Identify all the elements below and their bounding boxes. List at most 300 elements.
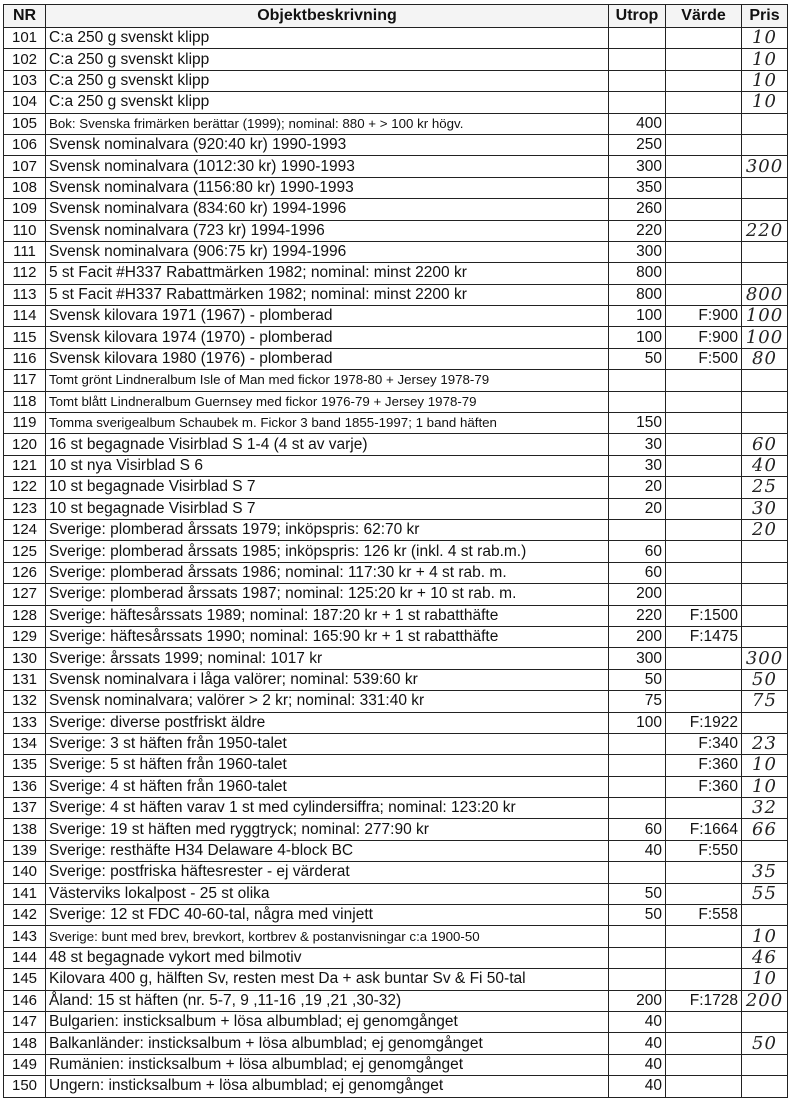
lot-pris: 10 (742, 755, 788, 776)
table-row (4, 28, 788, 49)
lot-utrop (609, 92, 666, 113)
table-row (4, 220, 788, 241)
lot-varde (666, 669, 742, 690)
lot-description: Sverige: 3 st häften från 1950-talet (46, 733, 609, 754)
lot-description: Sverige: plomberad årssats 1985; inköpspris: 126 kr (inkl. 4 st rab.m.) (46, 541, 609, 562)
table-row (4, 327, 788, 348)
lot-number: 148 (4, 1033, 46, 1054)
lot-number: 138 (4, 819, 46, 840)
lot-pris (742, 263, 788, 284)
lot-varde: F:1664 (666, 819, 742, 840)
table-row (4, 905, 788, 926)
lot-description: Västerviks lokalpost - 25 st olika (46, 883, 609, 904)
lot-utrop: 75 (609, 691, 666, 712)
lot-description: Bok: Svenska frimärken berättar (1999); nominal: 880 + > 100 kr högv. (46, 113, 609, 134)
lot-pris: 75 (742, 691, 788, 712)
lot-varde (666, 562, 742, 583)
lot-number: 129 (4, 626, 46, 647)
lot-description: Svensk kilovara 1980 (1976) - plomberad (46, 348, 609, 369)
lot-varde (666, 1076, 742, 1097)
lot-number: 118 (4, 391, 46, 412)
lot-number: 125 (4, 541, 46, 562)
lot-varde (666, 1011, 742, 1032)
table-row (4, 733, 788, 754)
lot-utrop: 20 (609, 498, 666, 519)
lot-utrop (609, 49, 666, 70)
lot-description: Bulgarien: insticksalbum + lösa albumblad; ej genomgånget (46, 1011, 609, 1032)
table-row (4, 263, 788, 284)
lot-pris: 800 (742, 284, 788, 305)
lot-utrop (609, 798, 666, 819)
lot-pris (742, 562, 788, 583)
lot-description: Svensk nominalvara (1156:80 kr) 1990-1993 (46, 177, 609, 198)
lot-number: 127 (4, 584, 46, 605)
lot-number: 113 (4, 284, 46, 305)
lot-pris: 40 (742, 455, 788, 476)
lot-varde (666, 798, 742, 819)
table-row (4, 648, 788, 669)
lot-pris: 50 (742, 669, 788, 690)
lot-varde (666, 584, 742, 605)
lot-pris: 10 (742, 776, 788, 797)
lot-number: 120 (4, 434, 46, 455)
header-pris: Pris (742, 5, 788, 28)
lot-pris: 10 (742, 70, 788, 91)
lot-varde (666, 113, 742, 134)
lot-pris: 25 (742, 477, 788, 498)
lot-varde (666, 691, 742, 712)
lot-pris: 32 (742, 798, 788, 819)
lot-utrop (609, 755, 666, 776)
lot-utrop: 200 (609, 626, 666, 647)
table-row (4, 70, 788, 91)
lot-varde (666, 28, 742, 49)
lot-pris: 100 (742, 306, 788, 327)
lot-pris (742, 134, 788, 155)
lot-description: Åland: 15 st häften (nr. 5-7, 9 ,11-16 ,19 ,21 ,30-32) (46, 990, 609, 1011)
table-row (4, 498, 788, 519)
lot-number: 140 (4, 862, 46, 883)
lot-pris (742, 1054, 788, 1075)
lot-varde (666, 413, 742, 434)
lot-number: 131 (4, 669, 46, 690)
lot-varde (666, 883, 742, 904)
lot-pris: 10 (742, 926, 788, 947)
table-body (4, 28, 788, 1098)
lot-varde (666, 455, 742, 476)
lot-description: Sverige: häftesårssats 1990; nominal: 165:90 kr + 1 st rabatthäfte (46, 626, 609, 647)
lot-pris: 46 (742, 947, 788, 968)
lot-description: 10 st nya Visirblad S 6 (46, 455, 609, 476)
lot-utrop: 220 (609, 605, 666, 626)
lot-varde: F:1728 (666, 990, 742, 1011)
lot-description: Sverige: 4 st häften varav 1 st med cylindersiffra; nominal: 123:20 kr (46, 798, 609, 819)
lot-number: 111 (4, 241, 46, 262)
lot-utrop: 200 (609, 990, 666, 1011)
header-row (4, 5, 788, 28)
lot-number: 133 (4, 712, 46, 733)
table-row (4, 477, 788, 498)
lot-description: 16 st begagnade Visirblad S 1-4 (4 st av varje) (46, 434, 609, 455)
lot-utrop (609, 70, 666, 91)
lot-number: 112 (4, 263, 46, 284)
lot-varde: F:360 (666, 776, 742, 797)
lot-number: 119 (4, 413, 46, 434)
lot-number: 102 (4, 49, 46, 70)
lot-varde (666, 156, 742, 177)
lot-utrop: 350 (609, 177, 666, 198)
lot-number: 139 (4, 840, 46, 861)
table-row (4, 541, 788, 562)
lot-number: 104 (4, 92, 46, 113)
auction-table (3, 4, 788, 1098)
lot-utrop: 250 (609, 134, 666, 155)
table-row (4, 199, 788, 220)
lot-utrop: 60 (609, 819, 666, 840)
lot-description: Sverige: 19 st häften med ryggtryck; nominal: 277:90 kr (46, 819, 609, 840)
lot-number: 147 (4, 1011, 46, 1032)
lot-varde (666, 220, 742, 241)
lot-description: Sverige: årssats 1999; nominal: 1017 kr (46, 648, 609, 669)
lot-number: 123 (4, 498, 46, 519)
lot-utrop: 60 (609, 562, 666, 583)
lot-varde (666, 1054, 742, 1075)
lot-varde (666, 177, 742, 198)
lot-number: 115 (4, 327, 46, 348)
table-header (4, 5, 788, 28)
table-row (4, 1033, 788, 1054)
lot-varde (666, 541, 742, 562)
table-row (4, 669, 788, 690)
lot-description: Balkanländer: insticksalbum + lösa albumblad; ej genomgånget (46, 1033, 609, 1054)
lot-varde (666, 263, 742, 284)
lot-number: 143 (4, 926, 46, 947)
lot-utrop (609, 733, 666, 754)
lot-pris: 10 (742, 28, 788, 49)
lot-pris (742, 541, 788, 562)
lot-description: 48 st begagnade vykort med bilmotiv (46, 947, 609, 968)
lot-varde (666, 391, 742, 412)
lot-description: Sverige: plomberad årssats 1987; nominal: 125:20 kr + 10 st rab. m. (46, 584, 609, 605)
lot-varde (666, 947, 742, 968)
table-row (4, 1054, 788, 1075)
lot-varde (666, 92, 742, 113)
table-row (4, 391, 788, 412)
lot-pris: 80 (742, 348, 788, 369)
lot-pris: 30 (742, 498, 788, 519)
lot-varde (666, 284, 742, 305)
lot-utrop: 220 (609, 220, 666, 241)
table-row (4, 413, 788, 434)
lot-description: 5 st Facit #H337 Rabattmärken 1982; nominal: minst 2200 kr (46, 284, 609, 305)
lot-description: Sverige: 4 st häften från 1960-talet (46, 776, 609, 797)
lot-pris (742, 584, 788, 605)
lot-description: C:a 250 g svenskt klipp (46, 49, 609, 70)
lot-varde (666, 434, 742, 455)
table-row (4, 755, 788, 776)
table-row (4, 92, 788, 113)
lot-pris: 55 (742, 883, 788, 904)
lot-description: Sverige: 5 st häften från 1960-talet (46, 755, 609, 776)
lot-pris (742, 712, 788, 733)
lot-utrop (609, 862, 666, 883)
table-row (4, 1076, 788, 1097)
lot-utrop (609, 969, 666, 990)
header-description: Objektbeskrivning (46, 5, 609, 28)
lot-pris: 50 (742, 1033, 788, 1054)
table-row (4, 434, 788, 455)
lot-description: 10 st begagnade Visirblad S 7 (46, 477, 609, 498)
lot-varde (666, 519, 742, 540)
table-row (4, 113, 788, 134)
lot-description: Sverige: postfriska häftesrester - ej värderat (46, 862, 609, 883)
lot-varde (666, 648, 742, 669)
header-utrop: Utrop (609, 5, 666, 28)
lot-pris: 300 (742, 156, 788, 177)
lot-varde: F:360 (666, 755, 742, 776)
header-varde: Värde (666, 5, 742, 28)
lot-utrop (609, 391, 666, 412)
table-row (4, 370, 788, 391)
lot-pris: 300 (742, 648, 788, 669)
lot-description: Svensk nominalvara (906:75 kr) 1994-1996 (46, 241, 609, 262)
lot-utrop: 20 (609, 477, 666, 498)
lot-pris: 23 (742, 733, 788, 754)
table-row (4, 712, 788, 733)
lot-number: 137 (4, 798, 46, 819)
lot-description: Sverige: bunt med brev, brevkort, kortbrev & postanvisningar c:a 1900-50 (46, 926, 609, 947)
lot-pris (742, 199, 788, 220)
lot-pris: 220 (742, 220, 788, 241)
lot-varde (666, 70, 742, 91)
table-row (4, 284, 788, 305)
lot-description: Sverige: 12 st FDC 40-60-tal, några med vinjett (46, 905, 609, 926)
lot-varde (666, 477, 742, 498)
lot-description: Svensk nominalvara; valörer > 2 kr; nominal: 331:40 kr (46, 691, 609, 712)
lot-number: 132 (4, 691, 46, 712)
lot-pris (742, 905, 788, 926)
lot-varde: F:1922 (666, 712, 742, 733)
lot-utrop: 50 (609, 669, 666, 690)
lot-utrop (609, 519, 666, 540)
table-row (4, 519, 788, 540)
table-row (4, 691, 788, 712)
table-row (4, 926, 788, 947)
lot-utrop: 800 (609, 263, 666, 284)
lot-pris: 66 (742, 819, 788, 840)
lot-number: 130 (4, 648, 46, 669)
table-row (4, 562, 788, 583)
lot-utrop: 800 (609, 284, 666, 305)
lot-varde (666, 498, 742, 519)
lot-description: C:a 250 g svenskt klipp (46, 28, 609, 49)
lot-utrop (609, 28, 666, 49)
lot-number: 117 (4, 370, 46, 391)
lot-utrop (609, 370, 666, 391)
lot-utrop: 100 (609, 712, 666, 733)
lot-varde: F:900 (666, 306, 742, 327)
lot-utrop: 30 (609, 434, 666, 455)
table-row (4, 798, 788, 819)
table-row (4, 990, 788, 1011)
table-row (4, 605, 788, 626)
table-row (4, 241, 788, 262)
lot-varde: F:340 (666, 733, 742, 754)
lot-number: 106 (4, 134, 46, 155)
lot-varde: F:550 (666, 840, 742, 861)
lot-utrop: 30 (609, 455, 666, 476)
lot-number: 116 (4, 348, 46, 369)
lot-pris (742, 113, 788, 134)
table-row (4, 134, 788, 155)
table-row (4, 776, 788, 797)
lot-pris: 10 (742, 92, 788, 113)
table-row (4, 819, 788, 840)
lot-description: Svensk nominalvara (723 kr) 1994-1996 (46, 220, 609, 241)
lot-varde (666, 1033, 742, 1054)
lot-pris (742, 1076, 788, 1097)
lot-number: 134 (4, 733, 46, 754)
lot-pris (742, 626, 788, 647)
table-row (4, 306, 788, 327)
lot-description: 10 st begagnade Visirblad S 7 (46, 498, 609, 519)
lot-number: 124 (4, 519, 46, 540)
lot-utrop (609, 926, 666, 947)
lot-description: Svensk kilovara 1971 (1967) - plomberad (46, 306, 609, 327)
lot-number: 107 (4, 156, 46, 177)
table-row (4, 969, 788, 990)
lot-varde (666, 370, 742, 391)
lot-description: Svensk nominalvara (920:40 kr) 1990-1993 (46, 134, 609, 155)
table-row (4, 455, 788, 476)
lot-description: Svensk nominalvara i låga valörer; nominal: 539:60 kr (46, 669, 609, 690)
lot-utrop: 50 (609, 905, 666, 926)
lot-utrop: 100 (609, 327, 666, 348)
lot-description: C:a 250 g svenskt klipp (46, 92, 609, 113)
lot-number: 149 (4, 1054, 46, 1075)
lot-number: 109 (4, 199, 46, 220)
lot-pris (742, 1011, 788, 1032)
lot-varde (666, 969, 742, 990)
lot-pris (742, 177, 788, 198)
lot-pris (742, 370, 788, 391)
lot-utrop: 100 (609, 306, 666, 327)
lot-varde: F:1500 (666, 605, 742, 626)
lot-utrop: 150 (609, 413, 666, 434)
lot-description: Sverige: diverse postfriskt äldre (46, 712, 609, 733)
lot-number: 144 (4, 947, 46, 968)
lot-number: 101 (4, 28, 46, 49)
lot-number: 103 (4, 70, 46, 91)
lot-description: Sverige: häftesårssats 1989; nominal: 187:20 kr + 1 st rabatthäfte (46, 605, 609, 626)
lot-number: 128 (4, 605, 46, 626)
table-row (4, 883, 788, 904)
lot-utrop: 40 (609, 840, 666, 861)
lot-pris (742, 241, 788, 262)
lot-varde (666, 49, 742, 70)
lot-pris: 200 (742, 990, 788, 1011)
lot-pris: 60 (742, 434, 788, 455)
lot-pris (742, 840, 788, 861)
lot-pris (742, 413, 788, 434)
lot-utrop: 300 (609, 648, 666, 669)
lot-number: 145 (4, 969, 46, 990)
lot-pris (742, 605, 788, 626)
lot-utrop: 260 (609, 199, 666, 220)
lot-pris (742, 391, 788, 412)
lot-number: 142 (4, 905, 46, 926)
table-row (4, 49, 788, 70)
lot-description: Tomt grönt Lindneralbum Isle of Man med fickor 1978-80 + Jersey 1978-79 (46, 370, 609, 391)
lot-utrop: 50 (609, 348, 666, 369)
lot-pris: 100 (742, 327, 788, 348)
lot-number: 108 (4, 177, 46, 198)
lot-number: 136 (4, 776, 46, 797)
lot-description: Svensk nominalvara (834:60 kr) 1994-1996 (46, 199, 609, 220)
header-nr: NR (4, 5, 46, 28)
table-row (4, 348, 788, 369)
lot-number: 110 (4, 220, 46, 241)
lot-utrop: 40 (609, 1054, 666, 1075)
lot-description: C:a 250 g svenskt klipp (46, 70, 609, 91)
lot-description: Svensk kilovara 1974 (1970) - plomberad (46, 327, 609, 348)
table-row (4, 626, 788, 647)
lot-utrop: 400 (609, 113, 666, 134)
lot-varde: F:500 (666, 348, 742, 369)
lot-varde: F:900 (666, 327, 742, 348)
lot-description: Kilovara 400 g, hälften Sv, resten mest Da + ask buntar Sv & Fi 50-tal (46, 969, 609, 990)
lot-description: Ungern: insticksalbum + lösa albumblad; ej genomgånget (46, 1076, 609, 1097)
lot-number: 105 (4, 113, 46, 134)
lot-varde (666, 199, 742, 220)
lot-pris: 35 (742, 862, 788, 883)
lot-utrop: 40 (609, 1033, 666, 1054)
lot-utrop: 40 (609, 1011, 666, 1032)
lot-description: Sverige: plomberad årssats 1979; inköpspris: 62:70 kr (46, 519, 609, 540)
table-row (4, 177, 788, 198)
lot-varde: F:558 (666, 905, 742, 926)
lot-description: Tomma sverigealbum Schaubek m. Fickor 3 band 1855-1997; 1 band häften (46, 413, 609, 434)
lot-number: 135 (4, 755, 46, 776)
lot-description: Svensk nominalvara (1012:30 kr) 1990-1993 (46, 156, 609, 177)
lot-number: 126 (4, 562, 46, 583)
table-row (4, 840, 788, 861)
lot-description: Tomt blått Lindneralbum Guernsey med fickor 1976-79 + Jersey 1978-79 (46, 391, 609, 412)
lot-number: 121 (4, 455, 46, 476)
lot-varde (666, 241, 742, 262)
lot-description: Sverige: plomberad årssats 1986; nominal: 117:30 kr + 4 st rab. m. (46, 562, 609, 583)
lot-description: 5 st Facit #H337 Rabattmärken 1982; nominal: minst 2200 kr (46, 263, 609, 284)
lot-utrop: 300 (609, 241, 666, 262)
lot-utrop: 200 (609, 584, 666, 605)
table-row (4, 584, 788, 605)
lot-number: 114 (4, 306, 46, 327)
lot-varde: F:1475 (666, 626, 742, 647)
lot-number: 122 (4, 477, 46, 498)
lot-pris: 10 (742, 969, 788, 990)
lot-number: 150 (4, 1076, 46, 1097)
lot-description: Rumänien: insticksalbum + lösa albumblad; ej genomgånget (46, 1054, 609, 1075)
lot-utrop: 60 (609, 541, 666, 562)
table-row (4, 156, 788, 177)
lot-utrop (609, 776, 666, 797)
lot-utrop: 300 (609, 156, 666, 177)
lot-number: 141 (4, 883, 46, 904)
table-row (4, 947, 788, 968)
lot-pris: 10 (742, 49, 788, 70)
lot-varde (666, 926, 742, 947)
lot-description: Sverige: resthäfte H34 Delaware 4-block BC (46, 840, 609, 861)
